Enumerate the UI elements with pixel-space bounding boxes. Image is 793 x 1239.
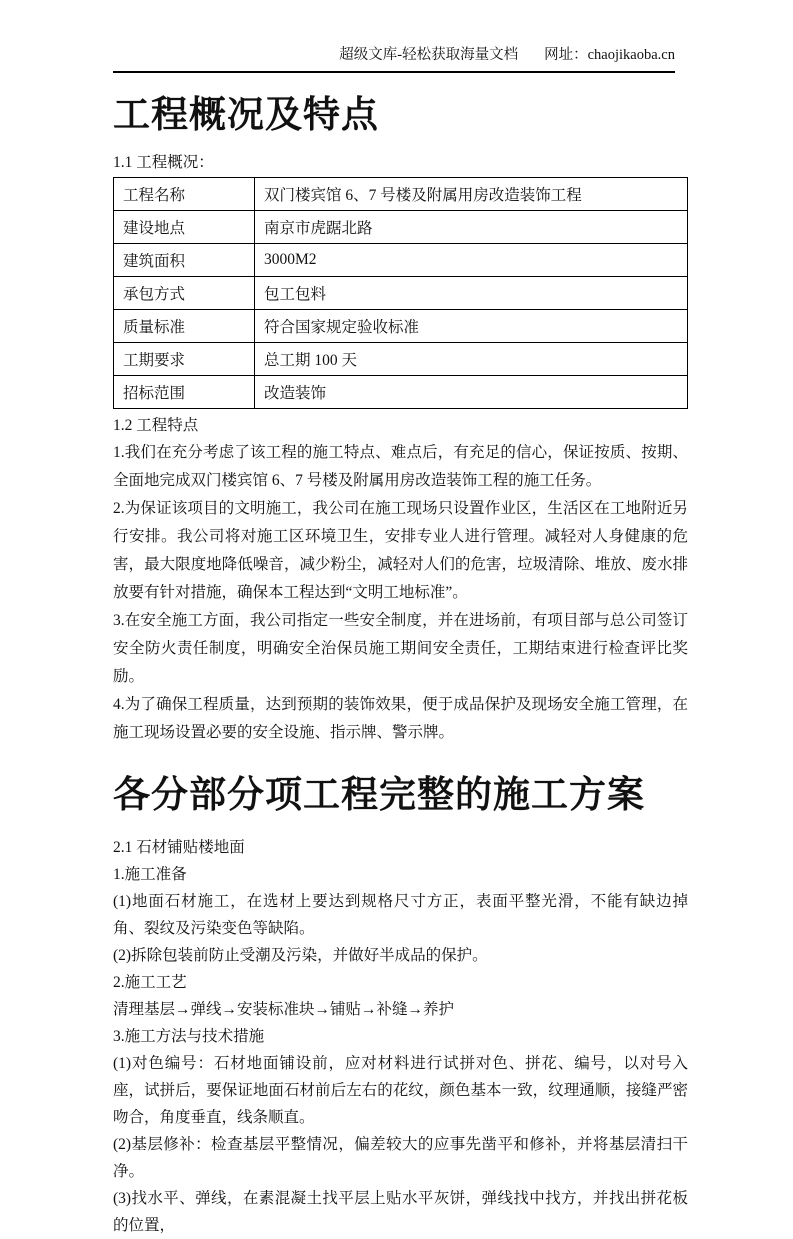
- header-url-label: 网址：: [544, 47, 588, 63]
- row-label: 工程名称: [114, 178, 255, 211]
- row-value: 符合国家规定验收标准: [255, 310, 688, 343]
- content-line: 2.施工工艺: [113, 973, 187, 991]
- row-label: 招标范围: [114, 376, 255, 409]
- table-row: [114, 310, 688, 343]
- row-value: 总工期 100 天: [255, 343, 688, 376]
- content-line: (1)地面石材施工，在选材上要达到规格尺寸方正，表面平整光滑，不能有缺边掉角、裂纹及污染变色等缺陷。: [113, 892, 688, 937]
- table-row: [114, 178, 688, 211]
- section2-title: 各分部分项工程完整的施工方案: [113, 775, 645, 817]
- feature-paragraph: 3.在安全施工方面，我公司指定一些安全制度，并在进场前，有项目部与总公司签订安全防火责任制度，明确安全治保员施工期间安全责任，工期结束进行检查评比奖励。: [113, 612, 688, 686]
- row-value: 包工包料: [255, 277, 688, 310]
- page-title: 工程概况及特点: [113, 95, 379, 136]
- content-line: 3.施工方法与技术措施: [113, 1027, 265, 1045]
- row-label: 建设地点: [114, 211, 255, 244]
- row-label: 工期要求: [114, 343, 255, 376]
- table-row: [114, 244, 688, 277]
- row-label: 承包方式: [114, 277, 255, 310]
- content-line: 清理基层→弹线→安装标准块→铺贴→补缝→养护: [113, 1000, 455, 1018]
- row-label: 质量标准: [114, 310, 255, 343]
- header-site-name: 超级文库-轻松获取海量文档: [339, 47, 519, 63]
- row-value: 双门楼宾馆 6、7 号楼及附属用房改造装饰工程: [255, 178, 688, 211]
- content-line: (2)拆除包装前防止受潮及污染，并做好半成品的保护。: [113, 946, 488, 964]
- feature-paragraph: 4.为了确保工程质量，达到预期的装饰效果，便于成品保护及现场安全施工管理，在施工现场设置必要的安全设施、指示牌、警示牌。: [113, 696, 688, 742]
- content-line: (1)对色编号：石材地面铺设前，应对材料进行试拼对色、拼花、编号，以对号入座，试拼后，要保证地面石材前后左右的花纹，颜色基本一致，纹理通顺，接缝严密吻合，角度垂直，线条顺直。: [113, 1054, 688, 1126]
- feature-paragraph: 2.为保证该项目的文明施工，我公司在施工现场只设置作业区，生活区在工地附近另行安排。我公司将对施工区环境卫生，安排专业人进行管理。减轻对人身健康的危害，最大限度地降低噪音，减少粉尘，减轻对人们的危害，垃圾清除、堆放、废水排放要有针对措施，确保本工程达到“文明工地标准”。: [113, 500, 688, 602]
- row-value: 改造装饰: [255, 376, 688, 409]
- table-row: [114, 376, 688, 409]
- features-heading: 1.2 工程特点: [113, 417, 199, 435]
- table-row: [114, 277, 688, 310]
- content-line: (3)找水平、弹线，在素混凝土找平层上贴水平灰饼，弹线找中找方，并找出拼花板的位置，: [113, 1189, 688, 1234]
- row-value: 南京市虎踞北路: [255, 211, 688, 244]
- feature-paragraph: 1.我们在充分考虑了该工程的施工特点、难点后，有充足的信心，保证按质、按期、全面地完成双门楼宾馆 6、7 号楼及附属用房改造装饰工程的施工任务。: [113, 444, 688, 490]
- row-label: 建筑面积: [114, 244, 255, 277]
- project-info-table: [113, 177, 688, 409]
- table-row: [114, 343, 688, 376]
- doc-header: [113, 0, 675, 73]
- row-value: 3000M2: [255, 244, 688, 277]
- content-line: (2)基层修补：检查基层平整情况，偏差较大的应事先凿平和修补，并将基层清扫干净。: [113, 1135, 688, 1180]
- header-url-value: chaojikaoba.cn: [587, 47, 675, 63]
- subsection-heading: 2.1 石材铺贴楼地面: [113, 838, 245, 856]
- table-row: [114, 211, 688, 244]
- doc-content: [113, 94, 688, 1239]
- overview-heading: 1.1 工程概况：: [113, 154, 214, 172]
- content-line: 1.施工准备: [113, 865, 187, 883]
